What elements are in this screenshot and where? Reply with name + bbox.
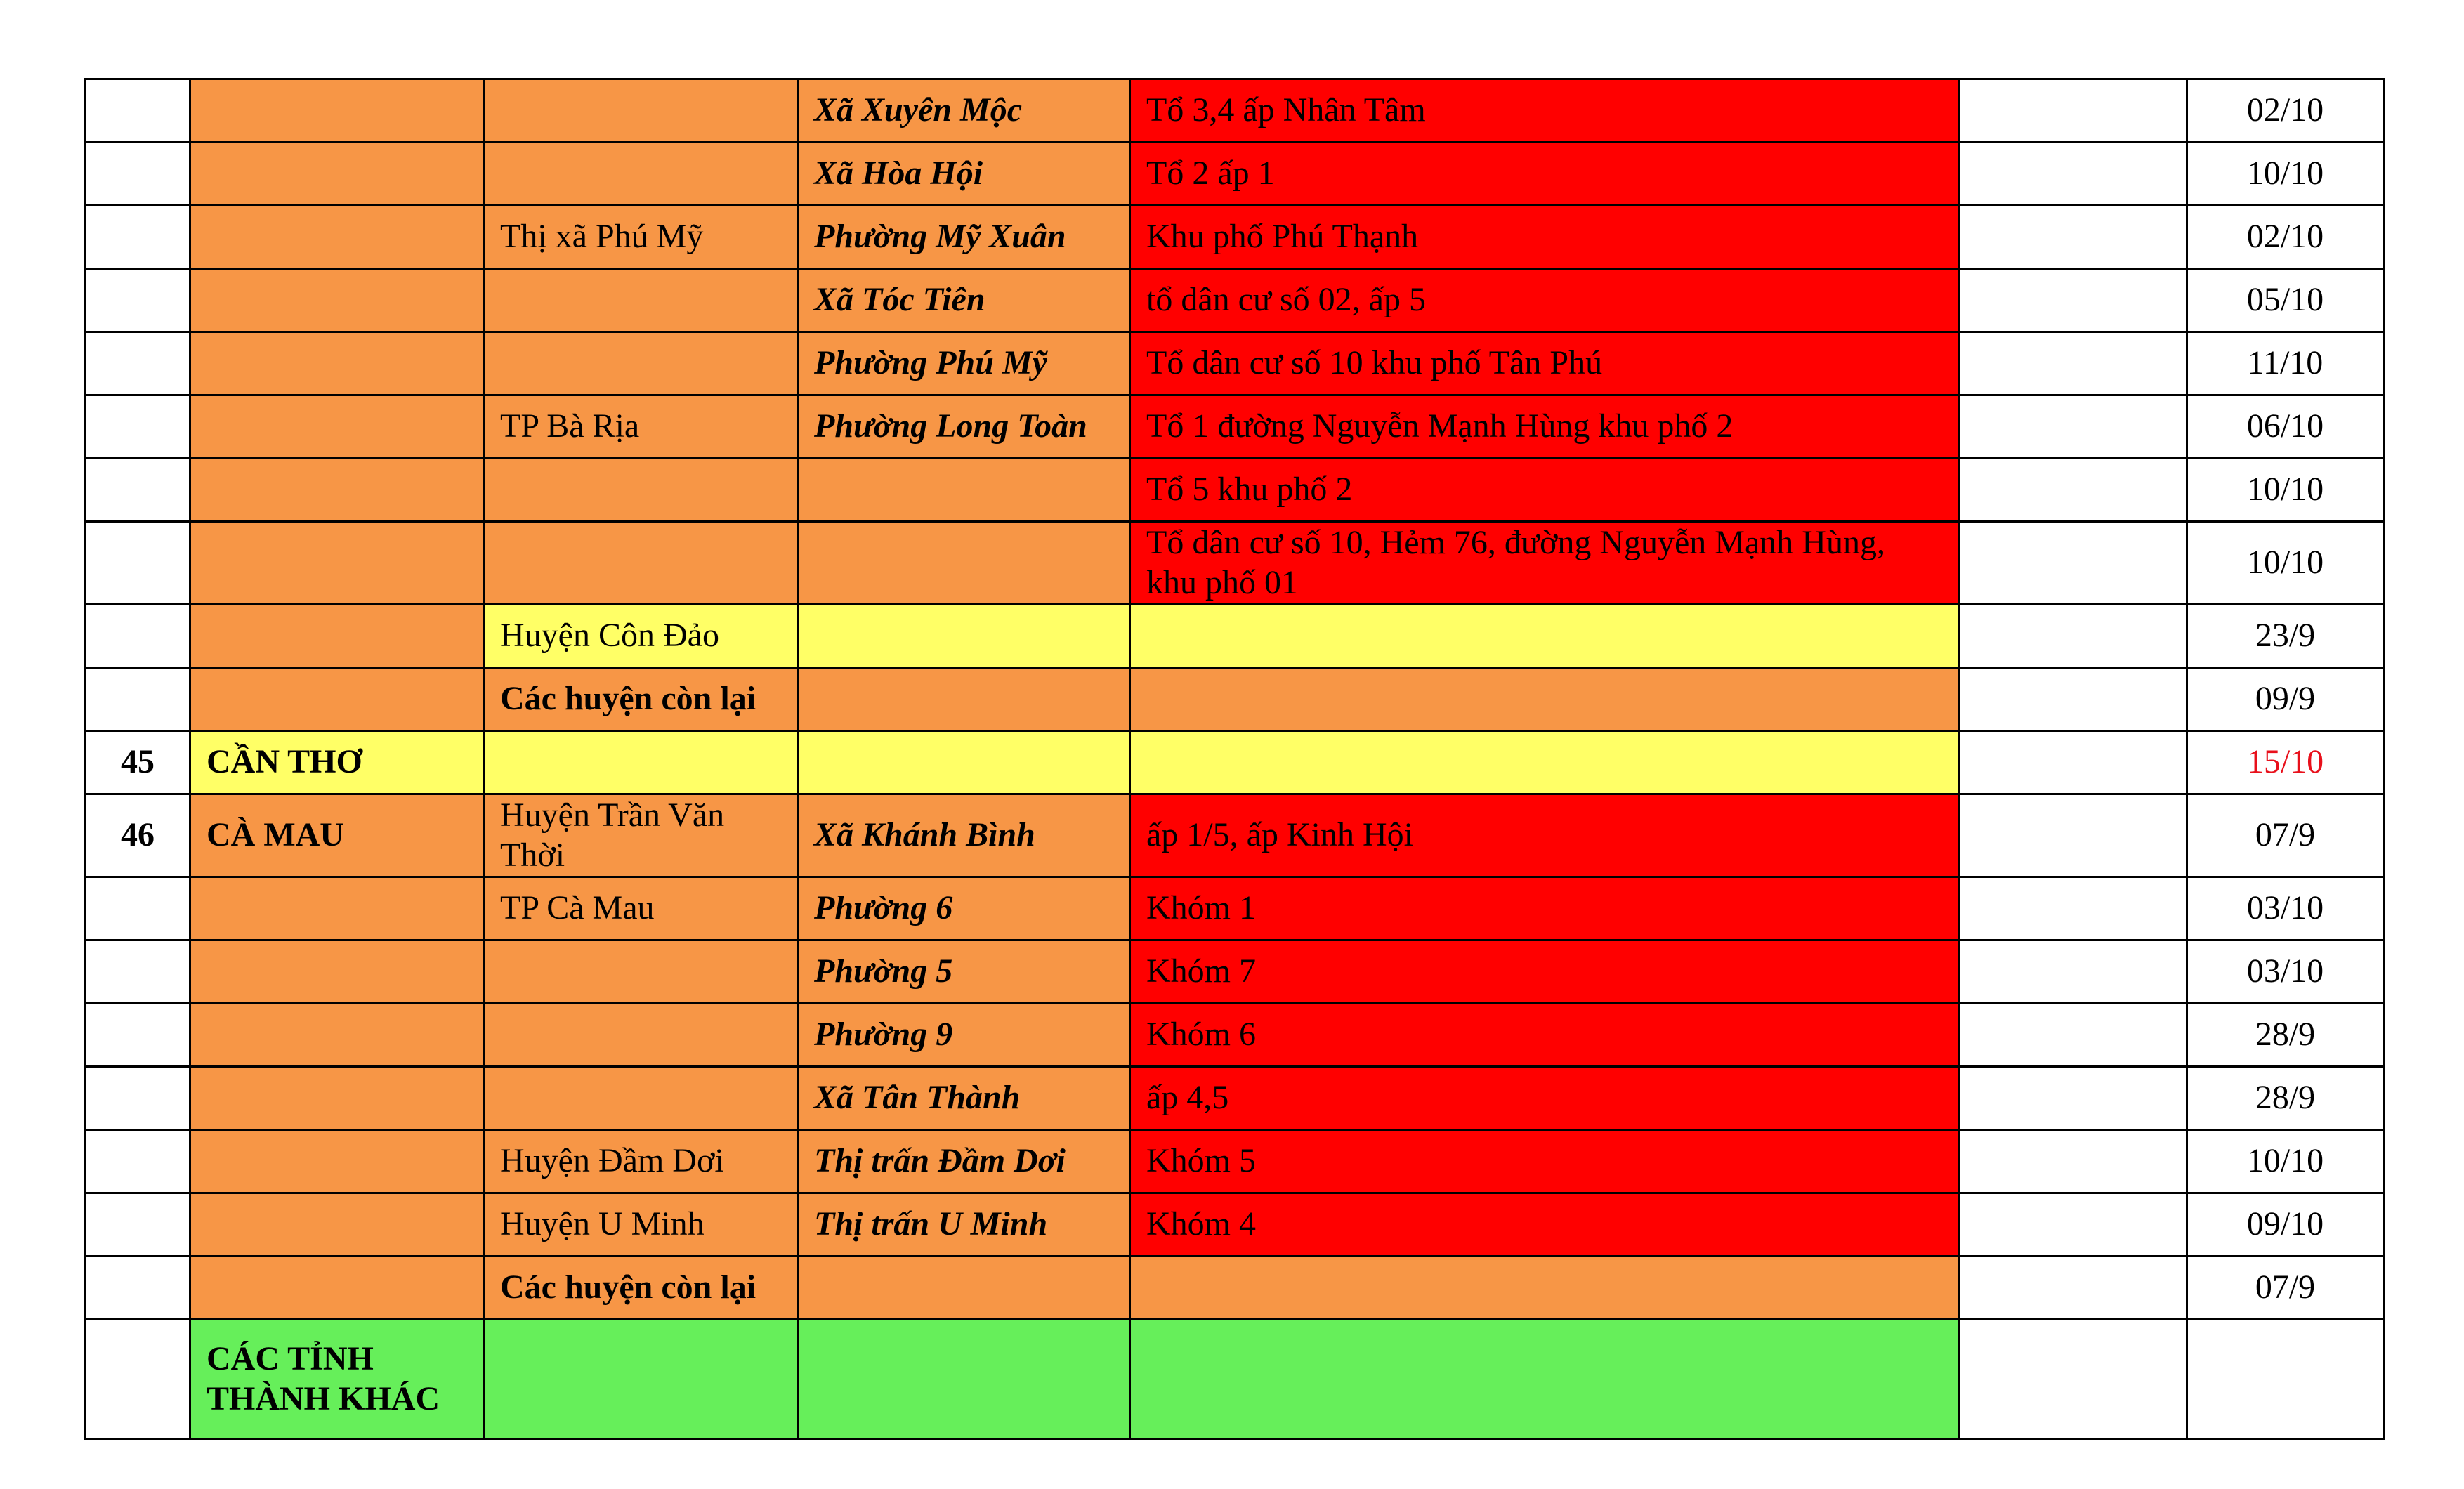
- date-cell: 03/10: [2187, 940, 2384, 1004]
- row-number: [86, 522, 190, 605]
- extra-cell: [1959, 1320, 2187, 1439]
- province-cell: [190, 522, 484, 605]
- area-cell: ấp 4,5: [1130, 1067, 1959, 1130]
- date-cell: 10/10: [2187, 143, 2384, 206]
- table-row: [86, 794, 2384, 877]
- table-row: [86, 1004, 2384, 1067]
- date-cell: 07/9: [2187, 1257, 2384, 1320]
- table-row: [86, 269, 2384, 332]
- date-cell: 06/10: [2187, 395, 2384, 459]
- commune-cell: Phường Phú Mỹ: [798, 332, 1130, 395]
- province-cell: [190, 605, 484, 668]
- row-number: [86, 1130, 190, 1193]
- area-cell: [1130, 605, 1959, 668]
- district-cell: [484, 731, 798, 794]
- area-cell: Tổ 3,4 ấp Nhân Tâm: [1130, 79, 1959, 143]
- area-cell: [1130, 668, 1959, 731]
- district-cell: [484, 940, 798, 1004]
- district-cell: Thị xã Phú Mỹ: [484, 206, 798, 269]
- row-number: [86, 1193, 190, 1257]
- commune-cell: Phường 6: [798, 877, 1130, 940]
- table-row: [86, 395, 2384, 459]
- table-row: [86, 1257, 2384, 1320]
- date-cell: 02/10: [2187, 206, 2384, 269]
- date-cell: 28/9: [2187, 1004, 2384, 1067]
- commune-cell: Xã Khánh Bình: [798, 794, 1130, 877]
- province-cell: [190, 1067, 484, 1130]
- commune-cell: [798, 522, 1130, 605]
- table-row: [86, 143, 2384, 206]
- date-cell: 09/9: [2187, 668, 2384, 731]
- row-number: [86, 143, 190, 206]
- district-cell: Huyện U Minh: [484, 1193, 798, 1257]
- province-cell: [190, 269, 484, 332]
- province-cell: [190, 143, 484, 206]
- commune-cell: Phường 9: [798, 1004, 1130, 1067]
- district-cell: Huyện Đầm Dơi: [484, 1130, 798, 1193]
- commune-cell: Phường 5: [798, 940, 1130, 1004]
- area-cell: Khóm 1: [1130, 877, 1959, 940]
- extra-cell: [1959, 877, 2187, 940]
- province-cell: [190, 79, 484, 143]
- district-cell: [484, 332, 798, 395]
- area-cell: Tổ dân cư số 10, Hẻm 76, đường Nguyễn Mạnh Hùng, khu phố 01: [1130, 522, 1959, 605]
- area-cell: Tổ 1 đường Nguyễn Mạnh Hùng khu phố 2: [1130, 395, 1959, 459]
- extra-cell: [1959, 79, 2187, 143]
- district-cell: Huyện Trần Văn Thời: [484, 794, 798, 877]
- commune-cell: Xã Tóc Tiên: [798, 269, 1130, 332]
- row-number: [86, 459, 190, 522]
- date-cell: [2187, 1320, 2384, 1439]
- row-number: 45: [86, 731, 190, 794]
- area-cell: Khóm 7: [1130, 940, 1959, 1004]
- commune-cell: Thị trấn Đầm Dơi: [798, 1130, 1130, 1193]
- district-cell: TP Bà Rịa: [484, 395, 798, 459]
- row-number: [86, 395, 190, 459]
- district-cell: [484, 79, 798, 143]
- table-row: [86, 1130, 2384, 1193]
- district-cell: [484, 459, 798, 522]
- area-cell: ấp 1/5, ấp Kinh Hội: [1130, 794, 1959, 877]
- area-cell: [1130, 1320, 1959, 1439]
- date-cell: 15/10: [2187, 731, 2384, 794]
- table-row: [86, 940, 2384, 1004]
- commune-cell: Phường Mỹ Xuân: [798, 206, 1130, 269]
- extra-cell: [1959, 332, 2187, 395]
- table-row: [86, 1067, 2384, 1130]
- province-cell: [190, 940, 484, 1004]
- date-cell: 10/10: [2187, 459, 2384, 522]
- district-cell: [484, 269, 798, 332]
- extra-cell: [1959, 668, 2187, 731]
- extra-cell: [1959, 206, 2187, 269]
- province-cell: [190, 459, 484, 522]
- date-cell: 10/10: [2187, 522, 2384, 605]
- province-cell: [190, 877, 484, 940]
- area-cell: Tổ 5 khu phố 2: [1130, 459, 1959, 522]
- date-cell: 28/9: [2187, 1067, 2384, 1130]
- commune-cell: Phường Long Toàn: [798, 395, 1130, 459]
- district-cell: TP Cà Mau: [484, 877, 798, 940]
- row-number: [86, 1257, 190, 1320]
- table-row: [86, 877, 2384, 940]
- district-cell: [484, 1067, 798, 1130]
- row-number: [86, 269, 190, 332]
- district-cell: Huyện Côn Đảo: [484, 605, 798, 668]
- row-number: [86, 206, 190, 269]
- extra-cell: [1959, 269, 2187, 332]
- zone-table: [84, 78, 2385, 1440]
- extra-cell: [1959, 605, 2187, 668]
- extra-cell: [1959, 1004, 2187, 1067]
- row-number: [86, 877, 190, 940]
- commune-cell: Xã Hòa Hội: [798, 143, 1130, 206]
- date-cell: 03/10: [2187, 877, 2384, 940]
- commune-cell: [798, 1320, 1130, 1439]
- commune-cell: [798, 668, 1130, 731]
- table-row: [86, 206, 2384, 269]
- date-cell: 07/9: [2187, 794, 2384, 877]
- extra-cell: [1959, 459, 2187, 522]
- province-cell: [190, 1193, 484, 1257]
- date-cell: 10/10: [2187, 1130, 2384, 1193]
- district-cell: Các huyện còn lại: [484, 668, 798, 731]
- province-cell: CÀ MAU: [190, 794, 484, 877]
- province-cell: [190, 1257, 484, 1320]
- province-cell: [190, 1004, 484, 1067]
- row-number: [86, 1004, 190, 1067]
- table-row: [86, 79, 2384, 143]
- table-row: [86, 731, 2384, 794]
- table-row: [86, 1193, 2384, 1257]
- extra-cell: [1959, 1257, 2187, 1320]
- commune-cell: [798, 1257, 1130, 1320]
- row-number: [86, 940, 190, 1004]
- extra-cell: [1959, 731, 2187, 794]
- extra-cell: [1959, 1130, 2187, 1193]
- table-row: [86, 1320, 2384, 1439]
- province-cell: [190, 332, 484, 395]
- district-cell: [484, 522, 798, 605]
- province-cell: [190, 1130, 484, 1193]
- row-number: [86, 332, 190, 395]
- commune-cell: [798, 731, 1130, 794]
- commune-cell: Xã Tân Thành: [798, 1067, 1130, 1130]
- province-cell: CÁC TỈNH THÀNH KHÁC: [190, 1320, 484, 1439]
- commune-cell: Thị trấn U Minh: [798, 1193, 1130, 1257]
- area-cell: Tổ 2 ấp 1: [1130, 143, 1959, 206]
- commune-cell: Xã Xuyên Mộc: [798, 79, 1130, 143]
- area-cell: Khóm 5: [1130, 1130, 1959, 1193]
- area-cell: Tổ dân cư số 10 khu phố Tân Phú: [1130, 332, 1959, 395]
- area-cell: tổ dân cư số 02, ấp 5: [1130, 269, 1959, 332]
- date-cell: 11/10: [2187, 332, 2384, 395]
- extra-cell: [1959, 940, 2187, 1004]
- province-cell: [190, 668, 484, 731]
- province-cell: CẦN THƠ: [190, 731, 484, 794]
- table-row: [86, 605, 2384, 668]
- row-number: [86, 79, 190, 143]
- extra-cell: [1959, 395, 2187, 459]
- table-row: [86, 332, 2384, 395]
- row-number: [86, 668, 190, 731]
- row-number: 46: [86, 794, 190, 877]
- area-cell: Khóm 6: [1130, 1004, 1959, 1067]
- date-cell: 02/10: [2187, 79, 2384, 143]
- row-number: [86, 1320, 190, 1439]
- extra-cell: [1959, 143, 2187, 206]
- district-cell: Các huyện còn lại: [484, 1257, 798, 1320]
- district-cell: [484, 1004, 798, 1067]
- area-cell: [1130, 731, 1959, 794]
- table-row: [86, 522, 2384, 605]
- zone-table-sheet: [84, 78, 2383, 1440]
- table-row: [86, 459, 2384, 522]
- area-cell: Khóm 4: [1130, 1193, 1959, 1257]
- extra-cell: [1959, 522, 2187, 605]
- extra-cell: [1959, 1067, 2187, 1130]
- district-cell: [484, 143, 798, 206]
- district-cell: [484, 1320, 798, 1439]
- commune-cell: [798, 459, 1130, 522]
- province-cell: [190, 206, 484, 269]
- province-cell: [190, 395, 484, 459]
- area-cell: [1130, 1257, 1959, 1320]
- date-cell: 09/10: [2187, 1193, 2384, 1257]
- date-cell: 05/10: [2187, 269, 2384, 332]
- row-number: [86, 605, 190, 668]
- row-number: [86, 1067, 190, 1130]
- area-cell: Khu phố Phú Thạnh: [1130, 206, 1959, 269]
- table-row: [86, 668, 2384, 731]
- commune-cell: [798, 605, 1130, 668]
- extra-cell: [1959, 1193, 2187, 1257]
- extra-cell: [1959, 794, 2187, 877]
- date-cell: 23/9: [2187, 605, 2384, 668]
